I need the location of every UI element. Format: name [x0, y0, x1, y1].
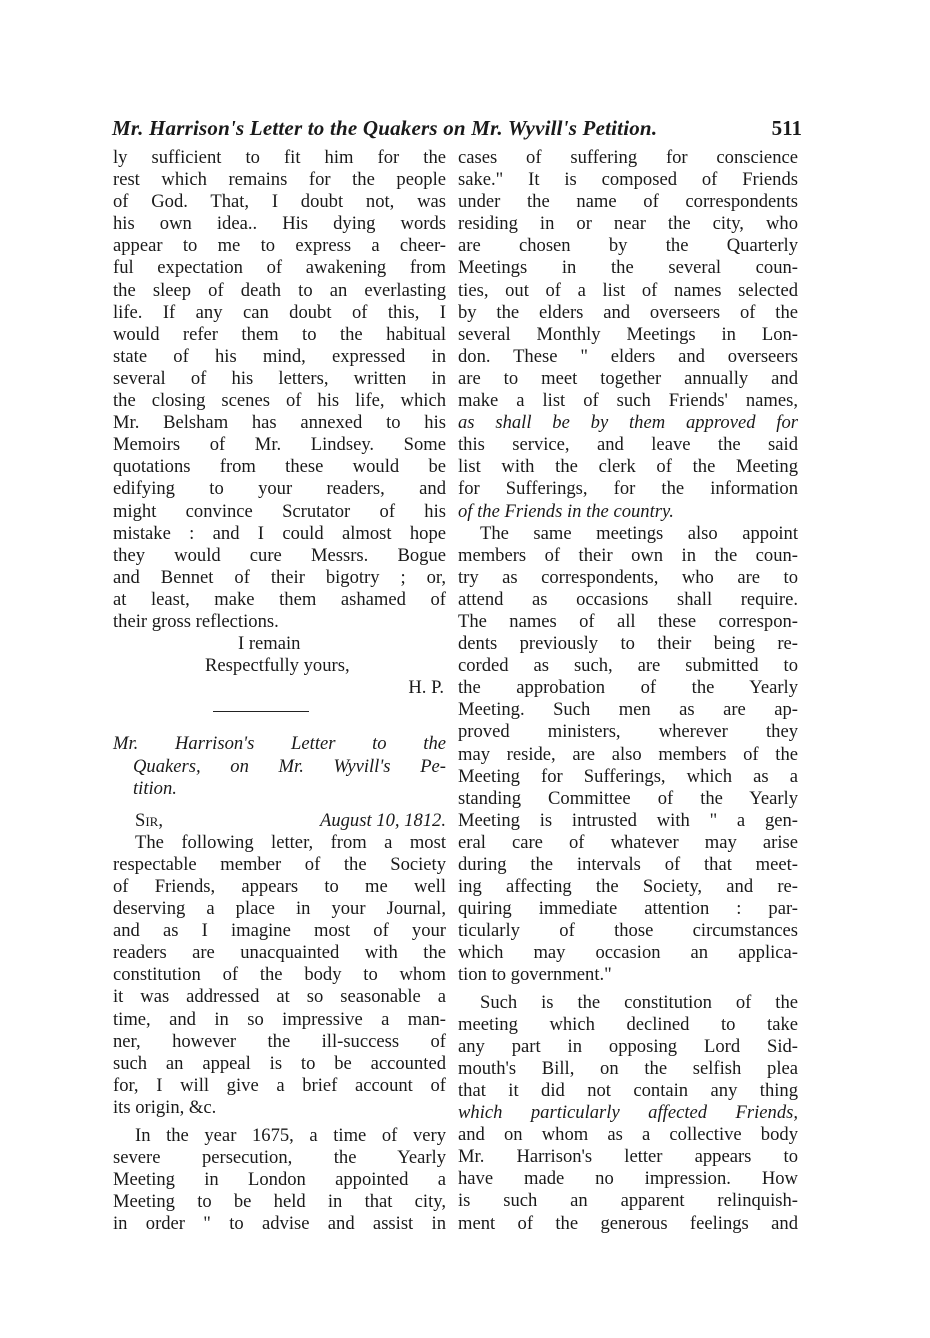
text-line: which particularly affected Friends, [458, 1102, 798, 1124]
text-line: meeting which declined to take [458, 1013, 798, 1035]
right-paragraph-2 [458, 523, 798, 987]
article-title-line: Mr. Harrison's Letter to the [113, 733, 446, 755]
text-line: of God. That, I doubt not, was [113, 191, 446, 213]
text-line: Meeting. Such men as are ap- [458, 699, 798, 721]
text-line: Such is the constitution of the [480, 991, 798, 1013]
letter-signature: H. P. [408, 677, 444, 699]
left-paragraph-1 [113, 147, 446, 633]
text-line: residing in or near the city, who [458, 213, 798, 235]
text-line: eral care of whatever may arise [458, 831, 798, 853]
text-line: its origin, &c. [113, 1096, 217, 1118]
text-line: for, I will give a brief account of [113, 1074, 446, 1096]
text-line: ties, out of a list of names selected [458, 279, 798, 301]
text-line: readers are unacquainted with the [113, 942, 446, 964]
text-line: Meeting to be held in that city, [113, 1191, 446, 1213]
text-line: members of their own in the coun- [458, 544, 798, 566]
text-line: it was addressed at so seasonable a [113, 986, 446, 1008]
text-line: and on whom as a collective body [458, 1124, 798, 1146]
text-line: attend as occasions shall require. [458, 588, 798, 610]
divider-rule [213, 711, 309, 712]
article-title-line: tition. [133, 777, 177, 799]
text-line: are to meet together annually and [458, 367, 798, 389]
text-line: ticularly of those circumstances [458, 920, 798, 942]
text-line: this service, and leave the said [458, 434, 798, 456]
text-line: of Friends, appears to me well [113, 876, 446, 897]
text-line: Meeting for Sufferings, which as a [458, 765, 798, 787]
text-line: Memoirs of Mr. Lindsey. Some [113, 434, 446, 456]
text-line: have made no impression. How [458, 1168, 798, 1190]
text-line: Mr. Belsham has annexed to his [113, 412, 446, 434]
text-line: for Sufferings, for the information [458, 478, 798, 500]
text-line: Meetings in the several coun- [458, 257, 798, 279]
page-number: 511 [771, 116, 802, 140]
text-line: of the Friends in the country. [458, 500, 674, 522]
text-line: under the name of correspondents [458, 191, 798, 213]
text-line: quotations from these would be [113, 456, 446, 478]
text-line: time, and in so impressive a man- [113, 1008, 446, 1030]
text-line: Mr. Harrison's letter appears to [458, 1146, 798, 1168]
letter-valediction: Respectfully yours, [205, 655, 350, 677]
text-line: Meeting in London appointed a [113, 1169, 446, 1191]
text-line: several of his letters, written in [113, 367, 446, 389]
text-line: sake." It is composed of Friends [458, 169, 798, 191]
letter-closing: I remain [238, 633, 301, 655]
text-line: the approbation of the Yearly [458, 677, 798, 699]
text-line: standing Committee of the Yearly [458, 787, 798, 809]
text-line: is such an apparent relinquish- [458, 1190, 798, 1212]
left-column [113, 147, 446, 1236]
right-paragraph-1 [458, 147, 798, 523]
text-line: at least, make them ashamed of [113, 588, 446, 610]
text-line: make a list of such Friends' names, [458, 390, 798, 412]
text-line: severe persecution, the Yearly [113, 1147, 446, 1169]
text-line: appear to me to express a cheer- [113, 235, 446, 257]
text-line: The same meetings also appoint [480, 522, 798, 544]
running-header [112, 112, 802, 146]
text-line: may reside, are also members of the [458, 743, 798, 765]
text-line: In the year 1675, a time of very [135, 1125, 446, 1147]
text-line: cases of suffering for conscience [458, 147, 798, 168]
text-line: and as I imagine most of your [113, 920, 446, 942]
text-line: list with the clerk of the Meeting [458, 456, 798, 478]
text-line: several Monthly Meetings in Lon- [458, 323, 798, 345]
text-line: The names of all these correspon- [458, 610, 798, 632]
text-line: would refer them to the habitual [113, 323, 446, 345]
text-line: ing affecting the Society, and re- [458, 876, 798, 898]
text-line: any part in opposing Lord Sid- [458, 1035, 798, 1057]
left-paragraph-3 [113, 1125, 446, 1235]
salutation: Sir, [135, 809, 163, 831]
text-line: life. If any can doubt of this, I [113, 301, 446, 323]
text-line: during the intervals of that meet- [458, 854, 798, 875]
article-title [113, 733, 446, 799]
text-line: corded as such, are submitted to [458, 655, 798, 677]
section-divider [113, 699, 446, 721]
text-line: edifying to your readers, and [113, 478, 446, 500]
text-line: his own idea.. His dying words [113, 213, 446, 235]
text-line: in order " to advise and assist in [113, 1213, 446, 1235]
text-line: dents previously to their being re- [458, 633, 798, 655]
text-line: constitution of the body to whom [113, 964, 446, 986]
text-line: their gross reflections. [113, 610, 279, 632]
article-title-line: Quakers, on Mr. Wyvill's Pe- [133, 755, 446, 777]
text-line: ful expectation of awakening from [113, 257, 446, 279]
text-line: that it did not contain any thing [458, 1079, 798, 1101]
text-line: don. These " elders and overseers [458, 345, 798, 367]
text-line: mistake : and I could almost hope [113, 522, 446, 544]
text-line: the sleep of death to an everlasting [113, 279, 446, 301]
text-line: the closing scenes of his life, which [113, 390, 446, 412]
text-line: state of his mind, expressed in [113, 345, 446, 367]
text-line: respectable member of the Society [113, 853, 446, 875]
text-line: The following letter, from a most [135, 831, 446, 853]
left-paragraph-2 [113, 832, 446, 1119]
text-line: deserving a place in your Journal, [113, 898, 446, 920]
text-line: quiring immediate attention : par- [458, 898, 798, 920]
text-line: such an appeal is to be accounted [113, 1052, 446, 1074]
salutation-date-line [113, 810, 446, 832]
letter-date: August 10, 1812. [319, 809, 446, 831]
running-title: Mr. Harrison's Letter to the Quakers on Mr. Wyvill's Petition. [112, 116, 658, 140]
text-line: ment of the generous feelings and [458, 1212, 798, 1234]
text-line: proved ministers, wherever they [458, 721, 798, 743]
text-line: mouth's Bill, on the selfish plea [458, 1057, 798, 1079]
text-line: as shall be by them approved for [458, 412, 798, 434]
text-line: and Bennet of their bigotry ; or, [113, 566, 446, 588]
text-line: Meeting is intrusted with " a gen- [458, 809, 798, 831]
text-line: ly sufficient to fit him for the [113, 147, 446, 168]
text-line: rest which remains for the people [113, 169, 446, 191]
text-line: tion to government." [458, 964, 612, 986]
text-line: might convince Scrutator of his [113, 500, 446, 522]
right-paragraph-3 [458, 992, 798, 1235]
text-line: ner, however the ill-success of [113, 1030, 446, 1052]
right-column [458, 147, 798, 1235]
text-line: are chosen by the Quarterly [458, 235, 798, 257]
text-line: by the elders and overseers of the [458, 301, 798, 323]
text-line: try as correspondents, who are to [458, 566, 798, 588]
text-line: they would cure Messrs. Bogue [113, 544, 446, 566]
text-line: which may occasion an applica- [458, 942, 798, 964]
